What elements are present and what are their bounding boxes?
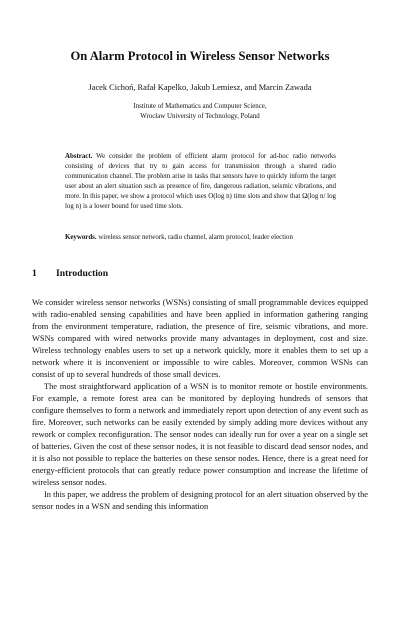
affiliation-line-2: Wrocław University of Technology, Poland <box>140 113 260 120</box>
section-title: Introduction <box>56 268 109 279</box>
section-body <box>32 297 368 513</box>
section-number: 1 <box>32 268 37 279</box>
body-paragraph: In this paper, we address the problem of designing protocol for an alert situation observed by the sensor nodes in a WSN and sending this information <box>32 490 368 511</box>
affiliation-line-1: Institute of Mathematics and Computer Science, <box>133 103 267 110</box>
author-list: Jacek Cichoń, Rafał Kapelko, Jakub Lemiesz, and Marcin Zawada <box>88 83 312 92</box>
keywords-text: wireless sensor network, radio channel, alarm protocol, leader election <box>98 234 293 241</box>
paper-title: On Alarm Protocol in Wireless Sensor Networks <box>70 49 330 63</box>
section-heading <box>32 268 108 280</box>
abstract-text: We consider the problem of efficient alarm protocol for ad-hoc radio networks consisting of devices that try to gain access for transmission through a shared radio communication channel. The problem arise in tasks that sensors have to quickly inform the target user about an alert situation such as presence of fire, dangerous radiation, seismic vibrations, and more. In this paper, we show a protocol which uses O(log n) time slots and show that Ω(log n/ log log n) is a lower bound for used time slots. <box>65 153 336 210</box>
keywords <box>65 233 336 243</box>
keywords-label: Keywords. <box>65 234 97 241</box>
affiliation <box>0 102 400 122</box>
abstract-label: Abstract. <box>65 153 93 160</box>
body-paragraph: The most straightforward application of a WSN is to monitor remote or hostile environments. For example, a remote forest area can be monitored by deploying hundreds of sensors that configure themselves to form a network and immediately report upon detection of any event such as fire. Moreover, such networks can be easily extended by simply adding more devices without any rework or complex reconfiguration. The sensor nodes can ideally run for over a year on a single set of batteries. Given the cost of these sensor nodes, it is not feasible to discard dead sensor nodes, and it is also not possible to replace the batteries on these sensor nodes. Hence, there is a great need for energy-efficient protocols that can greatly reduce power consumption and increase the lifetime of wireless sensor nodes. <box>32 382 368 487</box>
abstract <box>65 152 336 212</box>
body-paragraph: We consider wireless sensor networks (WSNs) consisting of small programmable devices equipped with radio-enabled sensing capabilities and have been applied in information gathering ranging from the environment temperature, radiation, the presence of fire, seismic vibrations, and more. WSNs compared with wired networks provide many advantages in deployment, cost and size. Wireless technology enables users to set up a network quickly, more it enables them to set up a network where it is inconvenient or impossible to wire cables. Moreover, common WSNs can consist of up to several hundreds of those small devices. <box>32 298 368 379</box>
